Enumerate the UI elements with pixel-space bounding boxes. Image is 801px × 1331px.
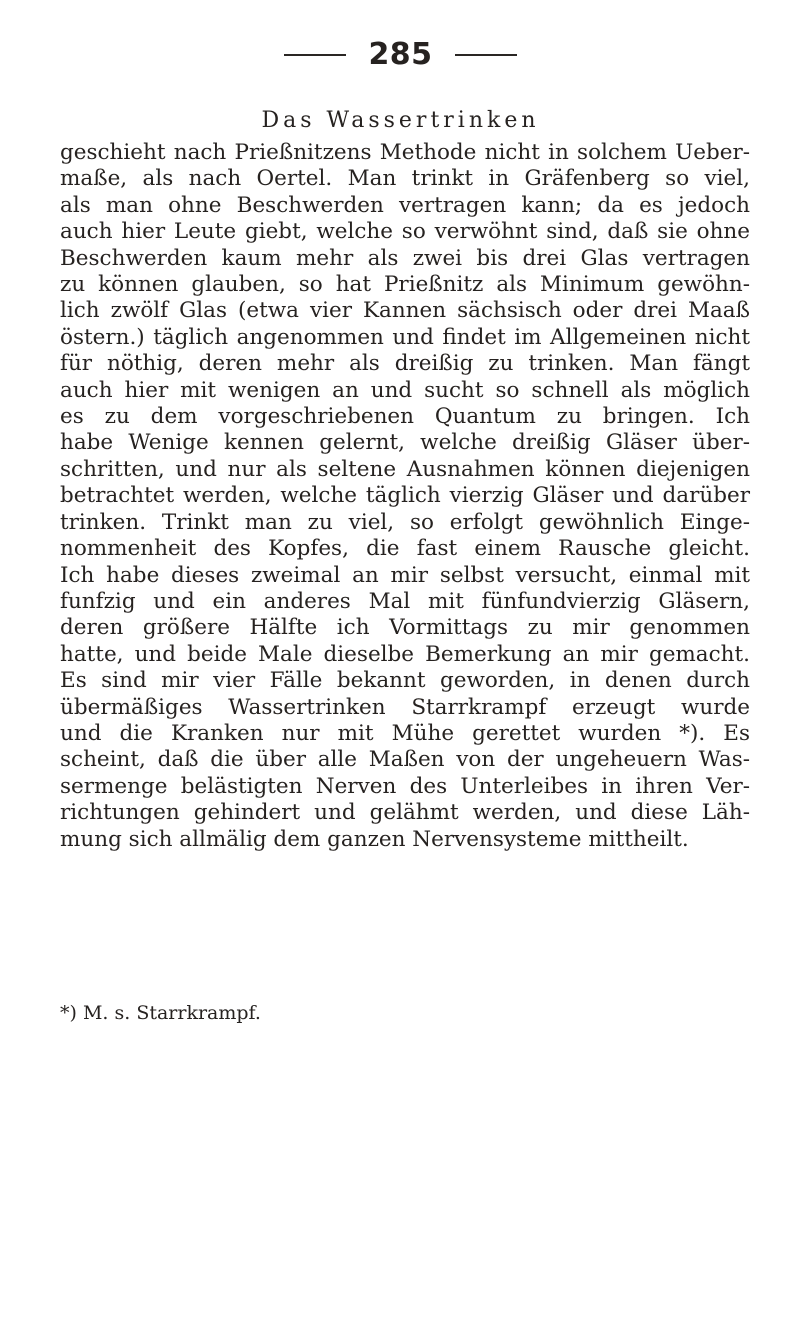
text-line: funfzig und ein anderes Mal mit fünfundvierzig Gläsern, [60,588,750,614]
text-line: auch hier Leute giebt, welche so verwöhnt sind, daß sie ohne [60,219,750,245]
text-line: geschieht nach Prießnitzens Methode nicht in solchem Ueber- [60,140,750,165]
text-line: habe Wenige kennen gelernt, welche dreißig Gläser über- [60,430,750,456]
running-head: Das Wassertrinken [261,108,540,133]
text-line: Beschwerden kaum mehr als zwei bis drei Glas vertragen [60,245,750,271]
page-number: 285 [368,37,433,72]
text-line: deren größere Hälfte ich Vormittags zu mir genommen [60,615,750,641]
text-line: nommenheit des Kopfes, die fast einem Rausche gleicht. [60,536,750,562]
text-line: übermäßiges Wassertrinken Starrkrampf erzeugt wurde [60,694,750,720]
text-line: sermenge belästigten Nerven des Unterleibes in ihren Ver- [60,773,750,799]
text-line: Es sind mir vier Fälle bekannt geworden, in denen durch [60,668,750,694]
text-line: als man ohne Beschwerden vertragen kann; da es jedoch [60,192,750,218]
text-line: betrachtet werden, welche täglich vierzig Gläser und darüber [60,483,750,509]
text-line: auch hier mit wenigen an und sucht so schnell als möglich [60,377,750,403]
footnote: *) M. s. Starrkrampf. [60,1002,261,1024]
body-text [60,140,750,853]
left-rule [284,54,346,56]
text-line: trinken. Trinkt man zu viel, so erfolgt gewöhnlich Einge- [60,509,750,535]
text-line: es zu dem vorgeschriebenen Quantum zu bringen. Ich [60,404,750,430]
text-line: und die Kranken nur mit Mühe gerettet wurden *). Es [60,720,750,746]
text-line: scheint, daß die über alle Maßen von der ungeheuern Was- [60,747,750,773]
page-header [0,38,801,72]
text-line: lich zwölf Glas (etwa vier Kannen sächsisch oder drei Maaß [60,298,750,324]
text-line: schritten, und nur als seltene Ausnahmen können diejenigen [60,456,750,482]
text-line: hatte, und beide Male dieselbe Bemerkung an mir gemacht. [60,641,750,667]
text-line: Ich habe dieses zweimal an mir selbst versucht, einmal mit [60,562,750,588]
text-line: für nöthig, deren mehr als dreißig zu trinken. Man fängt [60,351,750,377]
text-line: zu können glauben, so hat Prießnitz als Minimum gewöhn- [60,272,750,298]
text-line: östern.) täglich angenommen und findet im Allgemeinen nicht [60,324,750,350]
text-line: mung sich allmälig dem ganzen Nervensysteme mittheilt. [60,826,689,852]
text-line: maße, als nach Oertel. Man trinkt in Gräfenberg so viel, [60,166,750,192]
text-line: richtungen gehindert und gelähmt werden, und diese Läh- [60,800,750,826]
right-rule [455,54,517,56]
